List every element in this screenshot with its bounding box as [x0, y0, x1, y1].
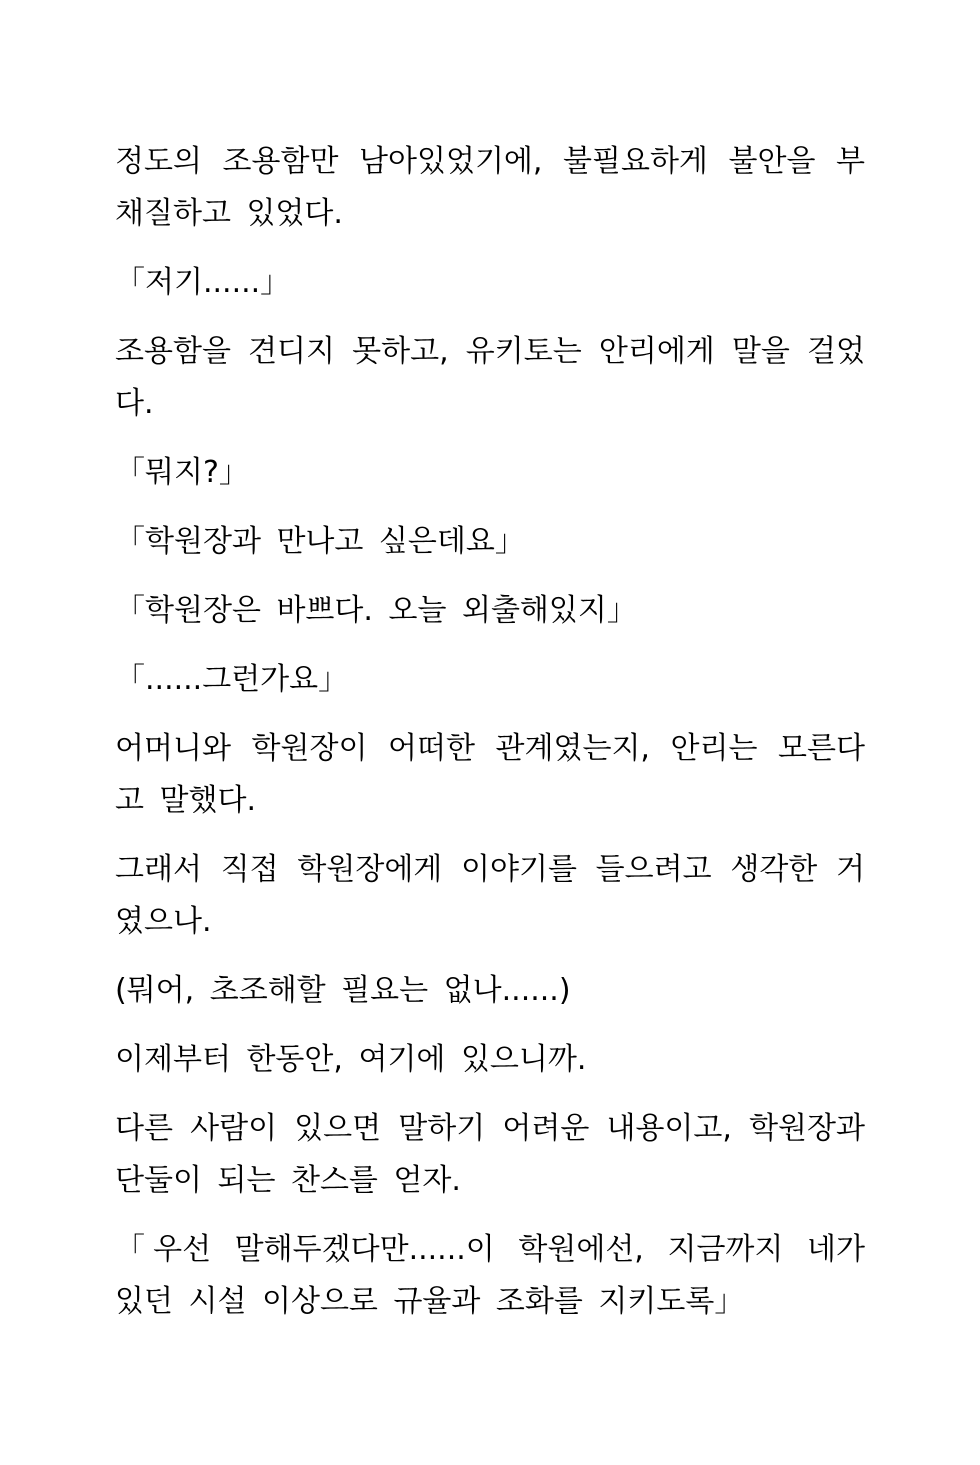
paragraph: 「......그런가요」 — [115, 662, 349, 697]
paragraph: 그래서 직접 학원장에게 이야기를 들으려고 생각한 거였으나. — [115, 852, 865, 939]
paragraph: 「뭐지?」 — [115, 455, 249, 490]
paragraph: 「학원장과 만나고 싶은데요」 — [115, 524, 525, 559]
paragraph: 다른 사람이 있으면 말하기 어려운 내용이고, 학원장과 단둘이 되는 찬스를 얻자. — [115, 1111, 865, 1198]
paragraph: 어머니와 학원장이 어떠한 관계였는지, 안리는 모른다고 말했다. — [115, 731, 865, 818]
paragraph: 「저기......」 — [115, 265, 291, 300]
paragraph: 이제부터 한동안, 여기에 있으니까. — [115, 1042, 587, 1077]
paragraph: 정도의 조용함만 남아있었기에, 불필요하게 불안을 부채질하고 있었다. — [115, 144, 865, 231]
text-page — [115, 0, 865, 1465]
paragraph: 조용함을 견디지 못하고, 유키토는 안리에게 말을 걸었다. — [115, 334, 865, 421]
paragraph: 「우선 말해두겠다만......이 학원에선, 지금까지 네가 있던 시설 이상으로 규율과 조화를 지키도록」 — [115, 1232, 865, 1319]
paragraph: 「학원장은 바쁘다. 오늘 외출해있지」 — [115, 593, 637, 628]
paragraph: (뭐어, 초조해할 필요는 없나......) — [115, 973, 571, 1008]
